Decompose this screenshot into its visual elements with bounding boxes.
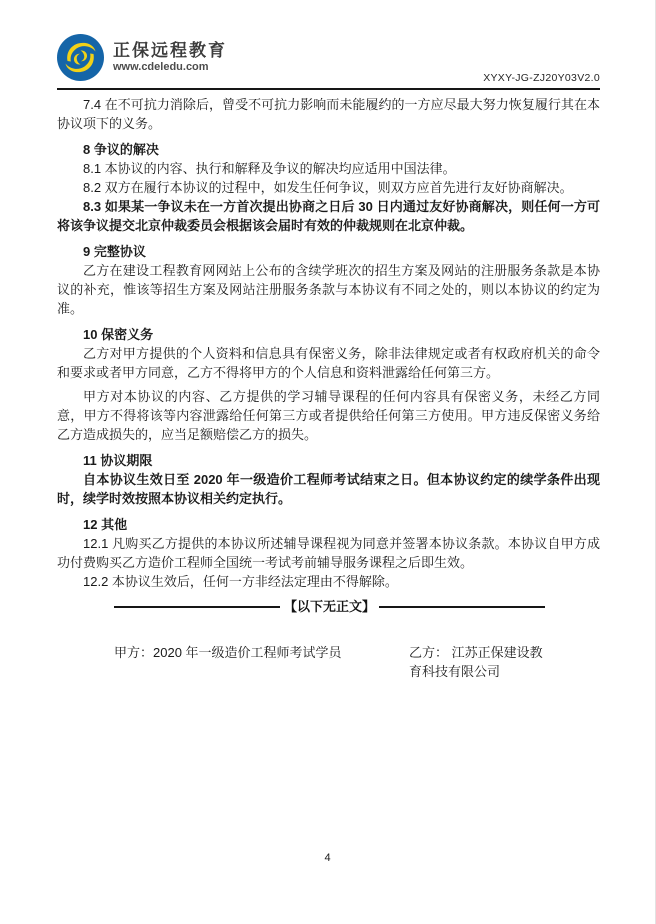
section-heading: 11 协议期限 xyxy=(83,453,153,468)
contract-paragraph: 12.2 本协议生效后，任何一方非经法定理由不得解除。 xyxy=(83,574,398,589)
party-b: 乙方： 江苏正保建设教育科技有限公司 xyxy=(409,645,543,679)
brand-name: 正保远程教育 xyxy=(113,41,227,60)
doc-code: XYXY-JG-ZJ20Y03V2.0 xyxy=(483,72,600,84)
page-header xyxy=(0,0,655,86)
paragraph-list xyxy=(57,95,600,591)
contract-paragraph: 8.1 本协议的内容、执行和解释及争议的解决均应适用中国法律。 xyxy=(83,161,456,176)
section-heading: 9 完整协议 xyxy=(83,244,146,259)
brand-url: www.cdeledu.com xyxy=(113,61,209,73)
section-heading: 12 其他 xyxy=(83,517,128,532)
signature-row xyxy=(114,643,545,681)
page-number: 4 xyxy=(324,852,331,864)
contract-paragraph: 自本协议生效日至 2020 年一级造价工程师考试结束之日。但本协议约定的续学条件出现时，续学时效按照本协议相关约定执行。 xyxy=(57,472,600,506)
separator-line-left xyxy=(114,606,280,608)
section-heading: 10 保密义务 xyxy=(83,327,154,342)
contract-paragraph: 乙方对甲方提供的个人资料和信息具有保密义务，除非法律规定或者有权政府机关的命令和要求或者甲方同意，乙方不得将甲方的个人信息和资料泄露给任何第三方。 xyxy=(57,346,600,380)
section-heading: 8 争议的解决 xyxy=(83,142,159,157)
contract-paragraph: 8.3 如果某一争议未在一方首次提出协商之日后 30 日内通过友好协商解决，则任何一方可将该争议提交北京仲裁委员会根据该会届时有效的仲裁规则在北京仲裁。 xyxy=(57,199,600,233)
page-footer xyxy=(0,852,655,864)
contract-paragraph: 7.4 在不可抗力消除后，曾受不可抗力影响而未能履约的一方应尽最大努力恢复履行其在本协议项下的义务。 xyxy=(57,97,600,131)
contract-paragraph: 甲方对本协议的内容、乙方提供的学习辅导课程的任何内容具有保密义务，未经乙方同意，甲方不得将该等内容泄露给任何第三方或者提供给任何第三方使用。甲方违反保密义务给乙方造成损失的，应当足额赔偿乙方的损失。 xyxy=(57,389,600,442)
contract-paragraph: 8.2 双方在履行本协议的过程中，如发生任何争议，则双方应首先进行友好协商解决。 xyxy=(83,180,573,195)
party-a: 甲方：2020 年一级造价工程师考试学员 xyxy=(114,645,342,660)
brand-text xyxy=(113,41,227,74)
contract-paragraph: 乙方在建设工程教育网网站上公布的含续学班次的招生方案及网站的注册服务条款是本协议的补充，惟该等招生方案及网站注册服务条款与本协议有不同之处的，则以本协议的约定为准。 xyxy=(57,263,600,316)
contract-paragraph: 12.1 凡购买乙方提供的本协议所述辅导课程视为同意并签署本协议条款。本协议自甲方成功付费购买乙方造价工程师全国统一考试考前辅导服务课程之后即生效。 xyxy=(57,536,600,570)
no-more-text-separator xyxy=(114,597,545,616)
separator-label: 【以下无正文】 xyxy=(284,599,376,614)
separator-line-right xyxy=(379,606,545,608)
contract-body xyxy=(0,90,655,681)
brand-logo-icon xyxy=(57,34,104,81)
